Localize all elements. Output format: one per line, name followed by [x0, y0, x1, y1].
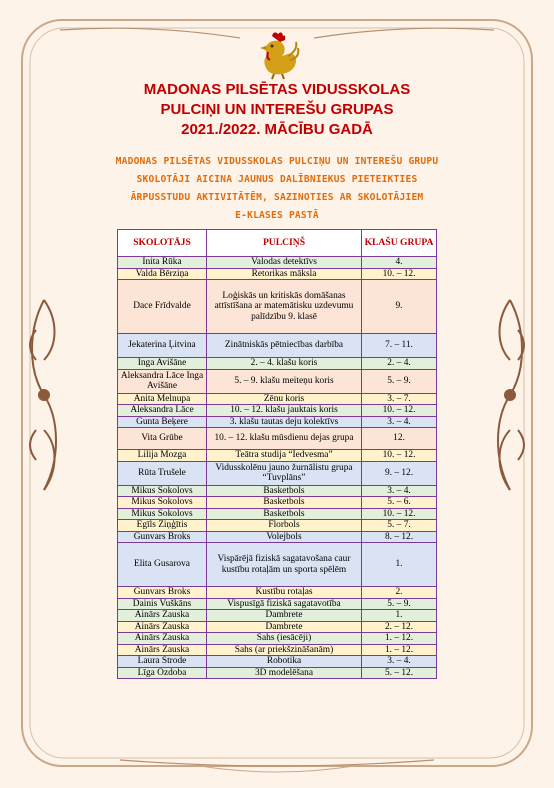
table-row [118, 543, 437, 587]
cell-group: 1. – 12. [362, 633, 437, 645]
table-row [118, 405, 437, 417]
table-row [118, 497, 437, 509]
cell-group: 9. [362, 280, 437, 334]
cell-group: 5. – 6. [362, 497, 437, 509]
cell-group: 1. [362, 610, 437, 622]
cell-teacher: Ainārs Zauska [118, 644, 207, 656]
cell-teacher: Aleksandra Lāce [118, 405, 207, 417]
table-row [118, 450, 437, 462]
header-club: PULCIŅŠ [207, 230, 362, 257]
cell-teacher: Elita Gusarova [118, 543, 207, 587]
table-row [118, 656, 437, 668]
rooster-logo-icon [252, 30, 300, 80]
table-row [118, 428, 437, 450]
table-row [118, 257, 437, 269]
subtitle-line-1: MADONAS PILSĒTAS VIDUSSKOLAS PULCIŅU UN INTEREŠU GRUPU [115, 156, 439, 167]
title-line-2: PULCIŅI UN INTEREŠU GRUPAS [160, 101, 394, 118]
cell-group: 5. – 9. [362, 598, 437, 610]
cell-club: 3. klašu tautas deju kolektīvs [207, 416, 362, 428]
cell-teacher: Gunvars Broks [118, 587, 207, 599]
cell-group: 10. – 12. [362, 450, 437, 462]
cell-teacher: Rūta Trušele [118, 461, 207, 485]
cell-club: Loģiskās un kritiskās domāšanas attīstīšana ar matemātisku uzdevumu palīdzību 9. klasē [207, 280, 362, 334]
cell-group: 2. – 4. [362, 358, 437, 370]
cell-teacher: Mikus Sokolovs [118, 485, 207, 497]
cell-teacher: Gunvars Broks [118, 531, 207, 543]
cell-club: Valodas detektīvs [207, 257, 362, 269]
table-body [118, 257, 437, 679]
cell-group: 5. – 7. [362, 520, 437, 532]
cell-group: 10. – 12. [362, 268, 437, 280]
cell-teacher: Inga Avišāne [118, 358, 207, 370]
cell-club: Basketbols [207, 485, 362, 497]
header-group: KLAŠU GRUPA [362, 230, 437, 257]
cell-club: Vidusskolēnu jauno žurnālistu grupa “Tuvplāns” [207, 461, 362, 485]
table-row [118, 461, 437, 485]
cell-teacher: Inita Rūka [118, 257, 207, 269]
table-row [118, 416, 437, 428]
table-row [118, 393, 437, 405]
subtitle-line-4: E-KLASES PASTĀ [235, 210, 319, 221]
cell-club: 5. – 9. klašu meiteņu koris [207, 369, 362, 393]
cell-group: 12. [362, 428, 437, 450]
cell-group: 3. – 4. [362, 416, 437, 428]
subtitle-line-3: ĀRPUSSTUDU AKTIVITĀTĒM, SAZINOTIES AR SKOLOTĀJIEM [130, 192, 424, 203]
subtitle-line-2: SKOLOTĀJI AICINA JAUNUS DALĪBNIEKUS PIETEIKTIES [136, 174, 418, 185]
cell-club: Dambrete [207, 621, 362, 633]
table-row [118, 508, 437, 520]
cell-club: Teātra studija “Iedvesma” [207, 450, 362, 462]
cell-teacher: Dainis Vuškāns [118, 598, 207, 610]
table-row [118, 598, 437, 610]
table-row [118, 268, 437, 280]
cell-teacher: Mikus Sokolovs [118, 508, 207, 520]
invitation-text [60, 153, 494, 225]
cell-club: Šahs (iesācēji) [207, 633, 362, 645]
table-row [118, 280, 437, 334]
header-teacher: SKOLOTĀJS [118, 230, 207, 257]
cell-group: 2. [362, 587, 437, 599]
cell-group: 3. – 4. [362, 485, 437, 497]
cell-group: 2. – 12. [362, 621, 437, 633]
cell-club: Vispusīgā fiziskā sagatavotība [207, 598, 362, 610]
table-row [118, 531, 437, 543]
cell-club: 10. – 12. klašu jauktais koris [207, 405, 362, 417]
table-row [118, 485, 437, 497]
cell-club: Basketbols [207, 497, 362, 509]
cell-teacher: Laura Strode [118, 656, 207, 668]
cell-group: 4. [362, 257, 437, 269]
cell-club: Šahs (ar priekšzināšanām) [207, 644, 362, 656]
cell-group: 1. [362, 543, 437, 587]
cell-group: 8. – 12. [362, 531, 437, 543]
clubs-table [117, 229, 437, 679]
cell-club: Volejbols [207, 531, 362, 543]
table-row [118, 520, 437, 532]
table-row [118, 633, 437, 645]
cell-group: 7. – 11. [362, 334, 437, 358]
cell-group: 1. – 12. [362, 644, 437, 656]
cell-teacher: Līga Ozdoba [118, 667, 207, 679]
page-title [40, 80, 514, 140]
cell-club: Kustību rotaļas [207, 587, 362, 599]
cell-teacher: Ainārs Zauska [118, 610, 207, 622]
cell-group: 10. – 12. [362, 508, 437, 520]
cell-teacher: Ainārs Zauska [118, 621, 207, 633]
cell-club: Robotika [207, 656, 362, 668]
cell-club: Vispārējā fiziskā sagatavošana caur kustību rotaļām un sporta spēlēm [207, 543, 362, 587]
cell-teacher: Egīls Ziņģītis [118, 520, 207, 532]
cell-teacher: Valda Bērziņa [118, 268, 207, 280]
title-line-1: MADONAS PILSĒTAS VIDUSSKOLAS [143, 81, 411, 98]
cell-group: 10. – 12. [362, 405, 437, 417]
cell-teacher: Anita Melnupa [118, 393, 207, 405]
table-row [118, 334, 437, 358]
cell-group: 5. – 9. [362, 369, 437, 393]
cell-club: 3D modelēšana [207, 667, 362, 679]
cell-teacher: Gunta Beķere [118, 416, 207, 428]
table-row [118, 358, 437, 370]
table-header-row [118, 230, 437, 257]
cell-group: 3. – 7. [362, 393, 437, 405]
cell-teacher: Dace Frīdvalde [118, 280, 207, 334]
table-row [118, 369, 437, 393]
cell-group: 3. – 4. [362, 656, 437, 668]
cell-teacher: Vita Grūbe [118, 428, 207, 450]
table-row [118, 644, 437, 656]
title-line-3: 2021./2022. MĀCĪBU GADĀ [181, 121, 373, 138]
cell-club: Florbols [207, 520, 362, 532]
table-row [118, 621, 437, 633]
cell-teacher: Ainārs Zauska [118, 633, 207, 645]
cell-teacher: Aleksandra Lāce Inga Avišāne [118, 369, 207, 393]
cell-teacher: Lilija Mozga [118, 450, 207, 462]
cell-club: Zēnu koris [207, 393, 362, 405]
cell-club: Dambrete [207, 610, 362, 622]
cell-group: 9. – 12. [362, 461, 437, 485]
table-row [118, 667, 437, 679]
cell-club: Basketbols [207, 508, 362, 520]
table-row [118, 587, 437, 599]
cell-club: 10. – 12. klašu mūsdienu dejas grupa [207, 428, 362, 450]
cell-club: Zinātniskās pētniecības darbība [207, 334, 362, 358]
cell-club: 2. – 4. klašu koris [207, 358, 362, 370]
cell-teacher: Jekaterina Ļitvina [118, 334, 207, 358]
cell-club: Retorikas māksla [207, 268, 362, 280]
table-row [118, 610, 437, 622]
cell-teacher: Mikus Sokolovs [118, 497, 207, 509]
cell-group: 5. – 12. [362, 667, 437, 679]
